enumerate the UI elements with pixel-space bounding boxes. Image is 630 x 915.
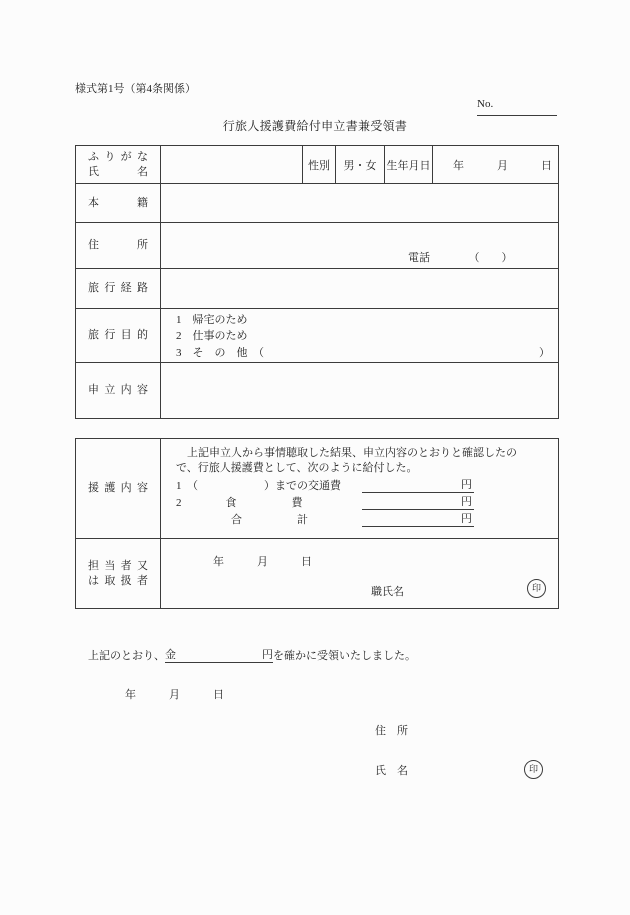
address-label: 住 所: [88, 239, 148, 251]
purpose-options-cell: [161, 309, 559, 363]
purpose-label: 旅 行 目 的: [88, 329, 148, 341]
relief-content-cell: [161, 439, 559, 539]
relief-item-total-label: 合 計: [176, 514, 308, 526]
recipient-name-line: [375, 760, 543, 779]
purpose-option-3-text: 3 そ の 他 （: [176, 346, 264, 359]
receipt-amount-blank: [165, 646, 273, 663]
name-label: 氏 名: [88, 165, 148, 178]
relief-item-food-label: 2 食 費: [176, 497, 303, 509]
statement-label: 申 立 内 容: [88, 384, 148, 396]
recipient-address-label: 住 所: [375, 725, 408, 737]
recipient-seal-icon: [524, 760, 543, 779]
route-label: 旅 行 経 路: [88, 282, 148, 294]
relief-paragraph-line2: で、行旅人援護費として、次のように給付した。: [176, 462, 418, 474]
form-number-field: [477, 98, 557, 116]
relief-row: [76, 439, 559, 539]
relief-paragraph-line1: 上記申立人から事情聴取した結果、申立内容のとおりと確認したの: [176, 447, 517, 459]
form-code: 様式第1号（第4条関係）: [75, 83, 196, 95]
phone-label: 電話 （ ）: [408, 251, 513, 264]
domicile-row: [76, 184, 559, 223]
furigana-label: ふ り が な: [88, 150, 148, 163]
receipt-amount-prefix: 金: [165, 649, 176, 661]
page-title: 行旅人援護費給付申立書兼受領書: [222, 119, 408, 133]
route-row: [76, 269, 559, 309]
relief-label-cell: [76, 439, 161, 539]
officer-seal-icon: [527, 579, 546, 598]
sex-options-cell: 男・女: [336, 146, 385, 184]
furigana-name-label-cell: [76, 146, 161, 184]
officer-content-cell: [161, 539, 559, 609]
name-row: [76, 146, 559, 184]
domicile-label: 本 籍: [88, 196, 148, 209]
relief-item-transport: [176, 476, 550, 493]
transport-amount-blank: 円: [362, 476, 474, 493]
recipient-name-label: 氏 名: [375, 764, 408, 777]
receipt-date: 年 月 日: [125, 689, 224, 701]
name-input-cell: [161, 146, 303, 184]
purpose-row: [76, 309, 559, 363]
receipt-amount-unit: 円: [262, 649, 273, 661]
domicile-input-cell: [161, 184, 559, 223]
relief-item-transport-label: 1 （ ）までの交通費: [176, 480, 341, 492]
address-label-cell: [76, 223, 161, 269]
officer-label-line2: は 取 扱 者: [88, 574, 148, 587]
receipt-statement: [88, 646, 416, 663]
address-row: [76, 223, 559, 269]
relief-item-total: [176, 510, 550, 527]
officer-date: 年 月 日: [213, 555, 312, 568]
relief-label: 援 護 内 容: [88, 482, 148, 494]
domicile-label-cell: [76, 184, 161, 223]
total-amount-blank: 円: [362, 510, 474, 527]
relief-table: [75, 438, 559, 609]
receipt-text-after: を確かに受領いたしました。: [273, 650, 416, 662]
route-label-cell: [76, 269, 161, 309]
purpose-option-1: 1 帰宅のため: [176, 313, 248, 326]
officer-label-line1: 担 当 者 又: [88, 559, 148, 572]
statement-label-cell: [76, 363, 161, 419]
officer-row: [76, 539, 559, 609]
officer-label-cell: [76, 539, 161, 609]
purpose-option-3-close-paren: ）: [539, 346, 550, 359]
relief-item-food: [176, 493, 550, 510]
purpose-label-cell: [76, 309, 161, 363]
birthdate-label-cell: 生年月日: [385, 146, 433, 184]
statement-row: [76, 363, 559, 419]
purpose-option-3: [176, 345, 550, 362]
officer-seal-character: 印: [531, 582, 541, 593]
form-number-label: No.: [477, 98, 494, 110]
birthdate-value-cell: 年 月 日: [433, 146, 559, 184]
address-input-cell: [161, 223, 559, 269]
food-amount-blank: 円: [362, 493, 474, 510]
statement-input-cell: [161, 363, 559, 419]
officer-signature-label: 職氏名: [371, 585, 404, 598]
applicant-table: [75, 145, 559, 419]
route-input-cell: [161, 269, 559, 309]
purpose-option-2: 2 仕事のため: [176, 330, 248, 343]
receipt-text-before: 上記のとおり、: [88, 650, 165, 662]
recipient-seal-character: 印: [528, 764, 538, 774]
sex-label-cell: 性別: [303, 146, 336, 184]
